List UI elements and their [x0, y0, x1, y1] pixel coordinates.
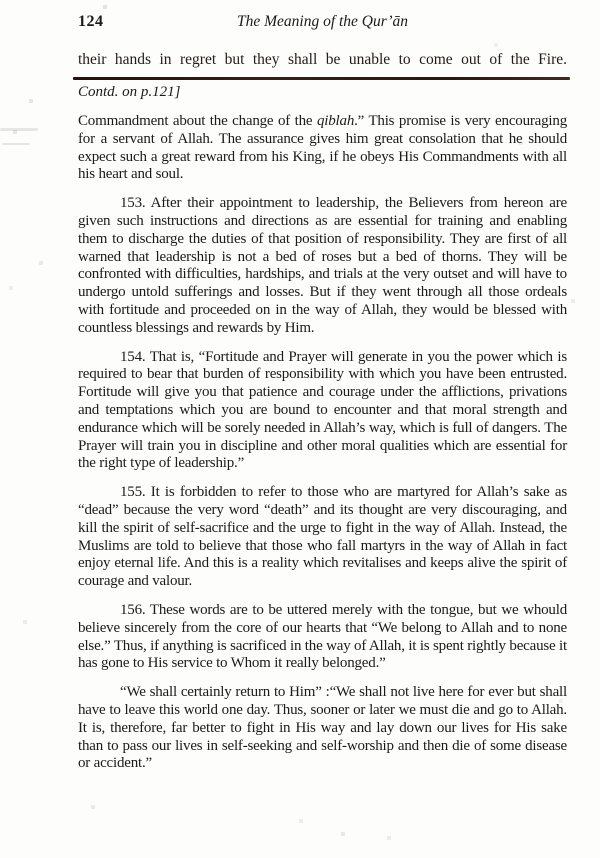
continuation-note: Contd. on p.121]	[78, 84, 181, 100]
body-text	[78, 113, 567, 773]
carryover-line: their hands in regret but they shall be unable to come out of the Fire.	[78, 51, 567, 68]
paragraph	[78, 484, 567, 591]
scan-noise	[0, 0, 2, 2]
paragraph	[78, 195, 567, 337]
section-divider	[73, 77, 570, 80]
text-segment: .” This promise is very encouraging for a servant of Allah. The assurance gives him great consolation that he should expect such a great reward from his King, if he obeys His Commandments with all his heart and soul.	[78, 113, 567, 183]
page-header	[78, 0, 567, 37]
running-title: The Meaning of the Qur’ān	[236, 13, 409, 30]
text-segment: 155. It is forbidden to refer to those who are martyred for Allah’s sake as “dead” because the very word “death” and its thought are very discouraging, and kill the spirit of self-sacrifice and the urge to fight in the way of Allah. Instead, the Muslims are told to believe that those who fall martyrs in the way of Allah in fact enjoy eternal life. And this is a reality which revitalises and keeps alive the spirit of courage and valour.	[78, 484, 567, 590]
italic-term: qiblah	[316, 113, 355, 129]
text-segment: 154. That is, “Fortitude and Prayer will generate in you the power which is required to bear that burden of responsibility with which you have been entrusted. Fortitude will give you that patience and courage under the afflictions, privations and temptations which you are bound to encounter and that moral strength and endurance which will be sorely needed in Allah’s way, which is full of dangers. The Prayer will train you in discipline and other moral qualities which are essential for the right type of leadership.”	[78, 348, 567, 472]
paragraph	[78, 602, 567, 673]
page-number: 124	[78, 13, 104, 30]
text-segment: 156. These words are to be uttered merely with the tongue, but we whould believe sincerely from the core of our hearts that “We belong to Allah and to none else.” Thus, if anything is sacrificed in the way of Allah, it is spent rightly because it has gone to His service to Whom it really belonged.”	[78, 601, 567, 672]
text-column	[78, 0, 567, 773]
scan-smudge	[0, 128, 38, 131]
paragraph	[78, 349, 567, 474]
paragraph	[78, 684, 567, 773]
text-segment: Commandment about the change of the	[78, 113, 317, 129]
text-segment: “We shall certainly return to Him” :“We shall not live here for ever but shall have to leave this world one day. Thus, sooner or later we must die and go to Allah. It is, therefore, far better to fight in His way and lay down our lives for His sake than to pass our lives in self-seeking and self-worship and then die of some disease or accident.”	[78, 684, 567, 772]
text-segment: 153. After their appointment to leadership, the Believers from hereon are given such instructions and directions as are essential for training and enabling them to discharge the duties of that position of responsibility. They are first of all warned that leadership is not a bed of roses but a bed of thorns. They will be confronted with difficulties, hardships, and trials at the very outset and will have to undergo untold sufferings and losses. But if they went through all those ordeals with fortitude and proceeded on in the way of Allah, they would be blessed with countless blessings and rewards by Him.	[78, 195, 567, 336]
paragraph	[78, 113, 567, 184]
scan-smudge	[2, 143, 30, 145]
